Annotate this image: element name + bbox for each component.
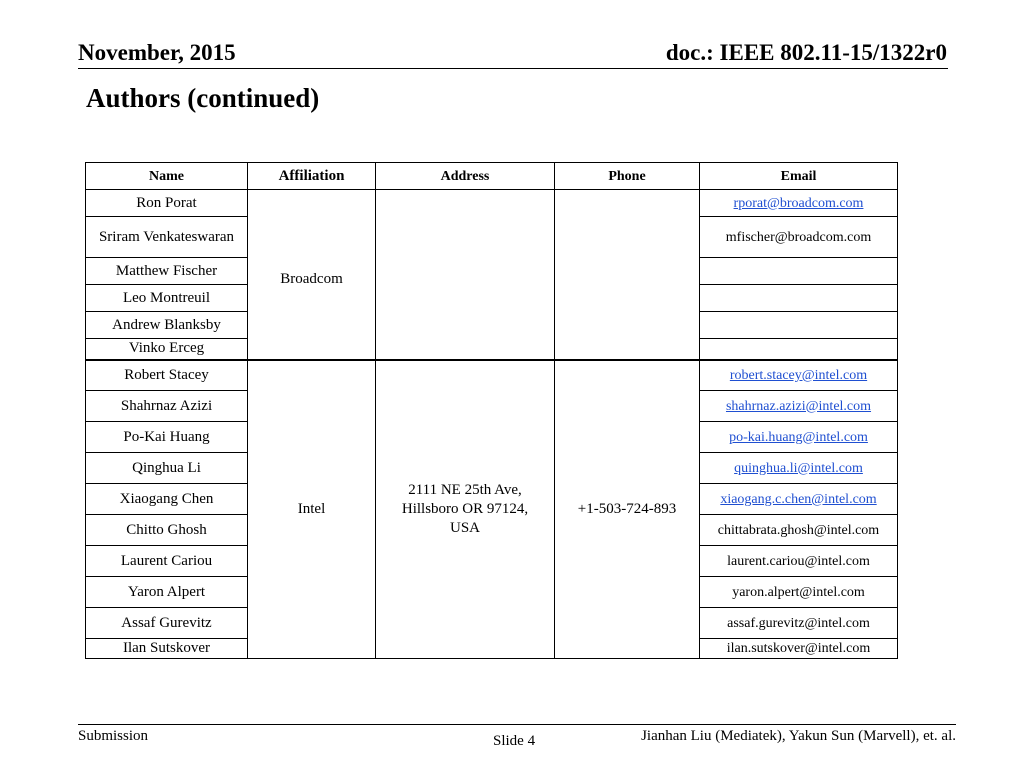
footer-submission: Submission	[78, 728, 149, 744]
table-row	[86, 190, 898, 217]
author-email	[700, 546, 898, 577]
author-name: Shahrnaz Azizi	[86, 391, 248, 422]
email-text: chittabrata.ghosh@intel.com	[717, 522, 880, 538]
author-email[interactable]	[700, 453, 898, 484]
author-email[interactable]	[700, 190, 898, 217]
header-doc-id: doc.: IEEE 802.11-15/1322r0	[665, 40, 947, 65]
author-email[interactable]	[700, 484, 898, 515]
email-text: mfischer@broadcom.com	[725, 229, 872, 245]
author-email	[700, 285, 898, 312]
author-name: Laurent Cariou	[86, 546, 248, 577]
author-name: Ron Porat	[86, 190, 248, 217]
email-link[interactable]: robert.stacey@intel.com	[729, 367, 868, 383]
footer-rule	[78, 724, 956, 725]
col-header-address: Address	[376, 163, 555, 190]
affiliation-broadcom: Broadcom	[248, 190, 376, 360]
author-name: Ilan Sutskover	[86, 639, 248, 659]
email-text: assaf.gurevitz@intel.com	[727, 615, 870, 631]
slide-title: Authors (continued)	[86, 83, 320, 113]
email-link[interactable]: po-kai.huang@intel.com	[729, 429, 868, 445]
col-header-affiliation: Affiliation	[248, 163, 376, 190]
author-email	[700, 312, 898, 339]
author-email	[700, 608, 898, 639]
author-email	[700, 217, 898, 258]
affiliation-intel: Intel	[248, 360, 376, 659]
author-email[interactable]	[700, 391, 898, 422]
author-name: Po-Kai Huang	[86, 422, 248, 453]
email-text: laurent.cariou@intel.com	[727, 553, 870, 569]
author-email	[700, 639, 898, 659]
col-header-name: Name	[86, 163, 248, 190]
author-name: Andrew Blanksby	[86, 312, 248, 339]
author-name: Chitto Ghosh	[86, 515, 248, 546]
author-name: Sriram Venkateswaran	[86, 217, 248, 258]
author-email	[700, 258, 898, 285]
author-name: Leo Montreuil	[86, 285, 248, 312]
author-name: Yaron Alpert	[86, 577, 248, 608]
email-text: ilan.sutskover@intel.com	[726, 641, 871, 656]
author-name: Xiaogang Chen	[86, 484, 248, 515]
email-link[interactable]: xiaogang.c.chen@intel.com	[720, 491, 877, 507]
author-email	[700, 577, 898, 608]
email-link[interactable]: shahrnaz.azizi@intel.com	[725, 398, 872, 414]
email-link[interactable]: quinghua.li@intel.com	[734, 460, 863, 476]
author-email	[700, 339, 898, 360]
header-rule	[78, 68, 948, 69]
table-header-row	[86, 163, 898, 190]
email-text: yaron.alpert@intel.com	[732, 584, 865, 600]
col-header-phone: Phone	[555, 163, 700, 190]
authors-table	[85, 162, 898, 659]
footer-slide-number: Slide 4	[493, 733, 536, 749]
author-name: Robert Stacey	[86, 360, 248, 391]
author-email[interactable]	[700, 422, 898, 453]
footer-authors: Jianhan Liu (Mediatek), Yakun Sun (Marvell), et. al.	[641, 728, 956, 744]
address-broadcom	[376, 190, 555, 360]
phone-broadcom	[555, 190, 700, 360]
author-name: Qinghua Li	[86, 453, 248, 484]
table-row	[86, 360, 898, 391]
author-email[interactable]	[700, 360, 898, 391]
address-intel: 2111 NE 25th Ave, Hillsboro OR 97124, USA	[376, 360, 555, 659]
author-name: Assaf Gurevitz	[86, 608, 248, 639]
email-link[interactable]: rporat@broadcom.com	[733, 195, 864, 211]
col-header-email: Email	[700, 163, 898, 190]
author-name: Matthew Fischer	[86, 258, 248, 285]
author-email	[700, 515, 898, 546]
header-date: November, 2015	[78, 40, 236, 65]
phone-intel: +1-503-724-893	[555, 360, 700, 659]
author-name: Vinko Erceg	[86, 339, 248, 360]
